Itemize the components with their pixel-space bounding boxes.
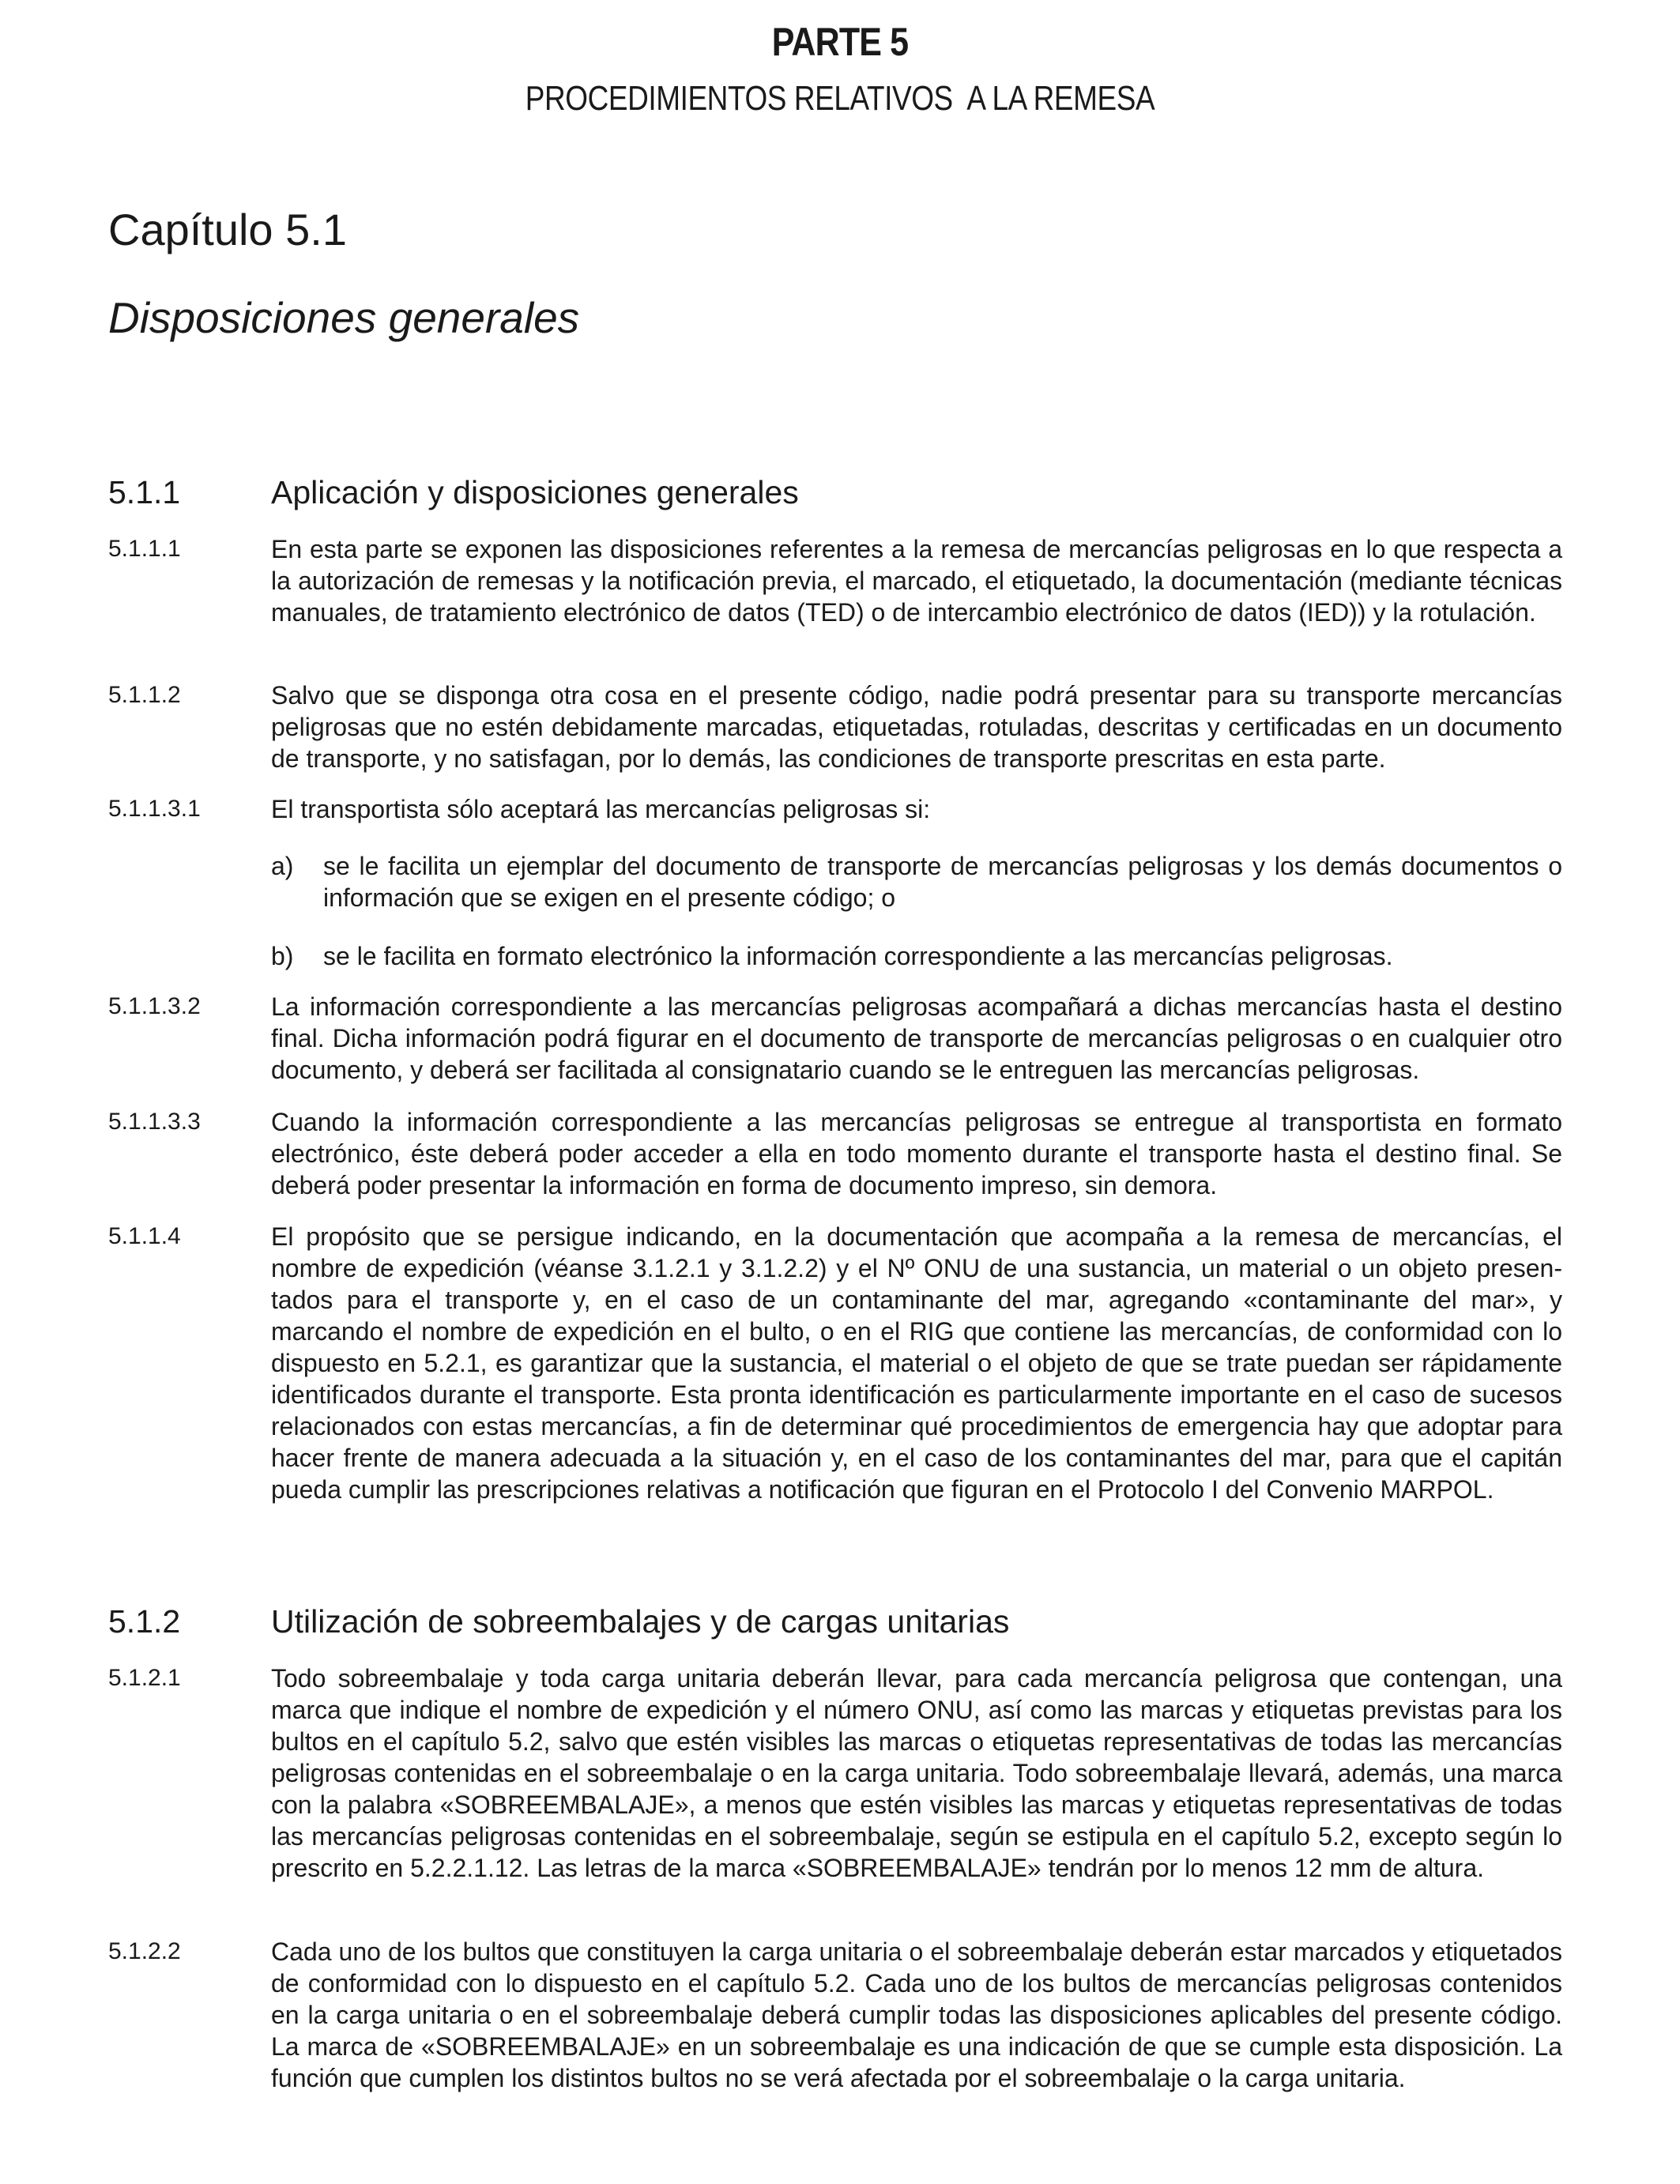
section-number: 5.1.2 — [108, 1603, 181, 1640]
section-heading-5-1-2 — [108, 1602, 1562, 1640]
part-title: PARTE 5 — [771, 20, 909, 64]
paragraph-number: 5.1.1.3.2 — [108, 993, 201, 1019]
paragraph-text: Cada uno de los bultos que constituyen la carga unitaria o el sobreembalaje deberán estar marcados y etiquetados de conformidad con lo dispuesto en el capítulo 5.2. Cada uno de los bultos de mercancías peligrosas contenidos en la carga unitaria o en el sobreembalaje deberá cumplir todas las disposiciones aplicables del presente código. La marca de «SOBREEMBALAJE» en un sobreembalaje es una indicación de que se cumple esta disposición. La función que cumplen los distintos bultos no se verá afectada por el sobreembalaje o la carga unitaria. — [271, 1937, 1562, 2092]
paragraph-text: El propósito que se persigue indicando, en la documentación que acompaña a la remesa de mercancías, el nombre de expedición (véanse 3.1.2.1 y 3.1.2.2) y el Nº ONU de una sustancia, un material o un objeto presentados para el transporte y, en el caso de un contaminante del mar, agregando «contaminante del mar», y marcando el nombre de expedición en el bulto, o en el RIG que contiene las mercancías, de conformidad con lo dispuesto en 5.2.1, es garantizar que la sustancia, el material o el objeto de que se trate puedan ser rápidamente identificados durante el transporte. Esta pronta identificación es particularmente importante en el caso de sucesos relacionados con estas mercancías, a fin de determinar qué procedimientos de emergencia hay que adoptar para hacer frente de manera adecuada a la situación y, en el caso de los contaminantes del mar, para que el capitán pueda cumplir las prescripciones relativas a notificación que figuran en el Protocolo I del Convenio MARPOL. — [271, 1222, 1562, 1504]
list-item-a — [108, 850, 1562, 913]
paragraph-text: Salvo que se disponga otra cosa en el presente código, nadie podrá presentar para su transporte mercancías peligrosas que no estén debidamente marcadas, etiquetadas, rotuladas, descritas y certificadas en un documento de transporte, y no satisfagan, por lo demás, las condiciones de transporte prescritas en esta parte. — [271, 681, 1562, 773]
paragraph-5-1-1-2 — [108, 680, 1562, 774]
chapter-subtitle: Disposiciones generales — [108, 293, 580, 342]
paragraph-number: 5.1.2.1 — [108, 1665, 181, 1691]
section-title: Aplicación y disposiciones generales — [271, 474, 799, 510]
section-heading-5-1-1 — [108, 473, 1562, 511]
paragraph-text: Todo sobreembalaje y toda carga unitaria deberán llevar, para cada mercancía peligrosa que contengan, una marca que indique el nombre de expedición y el número ONU, así como las marcas y etiquetas previstas para los bultos en el capítulo 5.2, salvo que estén visibles las marcas o etiquetas representativas de todas las mercancías peligrosas contenidas en el sobreembalaje o en la carga unitaria. Todo sobreembalaje llevará, además, una marca con la palabra «SOBREEMBALAJE», a menos que estén visibles las marcas y etiquetas representativas de todas las mercancías peligrosas contenidas en el sobreembalaje, según se estipula en el capítulo 5.2, excepto según lo prescrito en 5.2.2.1.12. Las letras de la marca «SOBREEMBALAJE» tendrán por lo menos 12 mm de altura. — [271, 1664, 1562, 1882]
part-subtitle: PROCEDIMIENTOS RELATIVOS A LA REMESA — [525, 79, 1155, 118]
paragraph-number: 5.1.1.3.3 — [108, 1109, 201, 1135]
paragraph-5-1-2-1 — [108, 1662, 1562, 1884]
paragraph-5-1-1-4 — [108, 1221, 1562, 1505]
paragraph-text: El transportista sólo aceptará las mercancías peligrosas si: — [271, 795, 931, 823]
section-number: 5.1.1 — [108, 474, 181, 510]
list-item-label: a) — [271, 852, 294, 880]
list-item-b — [108, 940, 1562, 972]
paragraph-number: 5.1.1.2 — [108, 682, 181, 708]
chapter-title: Capítulo 5.1 — [108, 205, 347, 254]
list-item-label: b) — [271, 942, 294, 970]
paragraph-text: La información correspondiente a las mercancías peligrosas acompañará a dichas mercancías hasta el destino final. Dicha información podrá figurar en el documento de transporte de mercancías peligrosas o en cualquier otro documento, y deberá ser facilitada al consignatario cuando se le entreguen las mercancías peligrosas. — [271, 992, 1562, 1084]
paragraph-text: Cuando la información correspondiente a las mercancías peligrosas se entregue al transportista en formato electrónico, éste deberá poder acceder a ella en todo momento durante el transporte hasta el destino final. Se deberá poder presentar la información en forma de documento impreso, sin demora. — [271, 1108, 1562, 1199]
paragraph-number: 5.1.2.2 — [108, 1938, 181, 1964]
paragraph-5-1-1-3-3 — [108, 1106, 1562, 1201]
list-item-text: se le facilita un ejemplar del documento de transporte de mercancías peligrosas y los demás documentos o información que se exigen en el presente código; o — [323, 852, 1562, 912]
paragraph-number: 5.1.1.3.1 — [108, 796, 201, 822]
paragraph-text: En esta parte se exponen las disposiciones referentes a la remesa de mercancías peligrosas en lo que respecta a la autorización de remesas y la notificación previa, el marcado, el etiquetado, la documentación (mediante técnicas manuales, de tratamiento electrónico de datos (TED) o de intercambio electrónico de datos (IED)) y la rotulación. — [271, 535, 1562, 627]
section-title: Utilización de sobreembalajes y de cargas unitarias — [271, 1603, 1010, 1640]
paragraph-number: 5.1.1.1 — [108, 536, 181, 562]
paragraph-number: 5.1.1.4 — [108, 1223, 181, 1249]
list-item-text: se le facilita en formato electrónico la información correspondiente a las mercancías peligrosas. — [323, 942, 1393, 970]
paragraph-5-1-1-3-2 — [108, 991, 1562, 1086]
paragraph-5-1-1-3-1 — [108, 793, 1562, 825]
paragraph-5-1-2-2 — [108, 1936, 1562, 2094]
paragraph-5-1-1-1 — [108, 533, 1562, 628]
